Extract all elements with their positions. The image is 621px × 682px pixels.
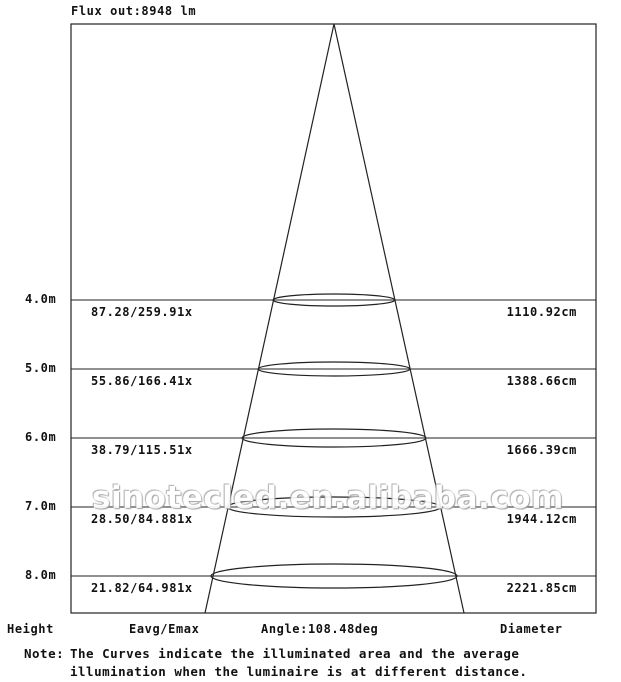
eavg-emax-value: 28.50/84.881x bbox=[91, 512, 193, 526]
beam-edge-right bbox=[334, 24, 464, 613]
footer-diameter-label: Diameter bbox=[500, 622, 563, 636]
height-label: 4.0m bbox=[25, 292, 57, 306]
flux-label: Flux out:8948 lm bbox=[71, 4, 197, 18]
diameter-value: 1666.39cm bbox=[506, 443, 577, 457]
diameter-value: 1110.92cm bbox=[506, 305, 577, 319]
eavg-emax-value: 55.86/166.41x bbox=[91, 374, 193, 388]
height-label: 8.0m bbox=[25, 568, 57, 582]
watermark: sinotecled.en.alibaba.com bbox=[92, 480, 564, 516]
diameter-value: 1388.66cm bbox=[506, 374, 577, 388]
note-line-1: The Curves indicate the illuminated area and the average bbox=[70, 646, 520, 661]
footer-angle-label: Angle:108.48deg bbox=[261, 622, 379, 636]
eavg-emax-value: 87.28/259.91x bbox=[91, 305, 193, 319]
diameter-value: 2221.85cm bbox=[506, 581, 577, 595]
eavg-emax-value: 21.82/64.981x bbox=[91, 581, 193, 595]
note-line-2: illumination when the luminaire is at different distance. bbox=[70, 664, 528, 679]
footer-eavg-emax-label: Eavg/Emax bbox=[129, 622, 200, 636]
height-label: 6.0m bbox=[25, 430, 57, 444]
height-label: 7.0m bbox=[25, 499, 57, 513]
eavg-emax-value: 38.79/115.51x bbox=[91, 443, 193, 457]
footer-height-label: Height bbox=[7, 622, 54, 636]
beam-edge-left bbox=[205, 24, 334, 613]
diameter-value: 1944.12cm bbox=[506, 512, 577, 526]
height-label: 5.0m bbox=[25, 361, 57, 375]
note-prefix: Note: bbox=[24, 646, 65, 661]
